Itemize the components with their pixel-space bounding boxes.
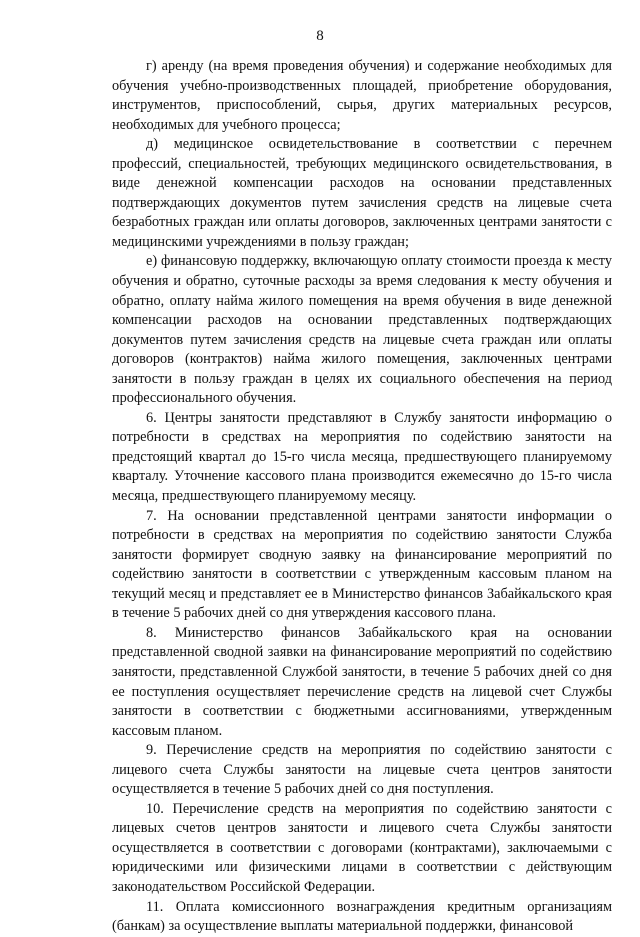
paragraph-6: 6. Центры занятости представляют в Службу занятости информацию о потребности в средствах на мероприятия по содействию занятости на предстоящий квартал до 15-го числа месяца, предшествующего планируемому кварталу. Уточнение кассового плана производится ежемесячно до 15-го числа месяца, предшествующего планируемому месяцу. bbox=[112, 409, 612, 505]
paragraph-item-e: е) финансовую поддержку, включающую оплату стоимости проезда к месту обучения и обратно, суточные расходы за время следования к месту обучения и обратно, оплату найма жилого помещения на время обучения в виде денежной компенсации расходов на основании представленных подтверждающих документов путем зачисления средств на лицевые счета граждан или оплаты договоров (контрактов) найма жилого помещения, заключенных центрами занятости в пользу граждан в целях их социального обеспечения на период профессионального обучения. bbox=[112, 253, 612, 407]
paragraph-8: 8. Министерство финансов Забайкальского края на основании представленной сводной заявки на финансирование мероприятий по содействию занятости, представленной Службой занятости, в течение 5 рабочих дней со дня ее поступления осуществляет перечисление средств на лицевой счет Службы занятости в соответствии с бюджетными ассигнованиями, утвержденным кассовым планом. bbox=[112, 624, 612, 739]
paragraph-item-g: г) аренду (на время проведения обучения) и содержание необходимых для обучения учебно-производственных площадей, приобретение оборудования, инструментов, приспособлений, сырья, других материальных ресурсов, необходимых для учебного процесса; bbox=[112, 58, 612, 133]
document-body bbox=[112, 57, 612, 937]
page-number: 8 bbox=[316, 28, 324, 44]
paragraph-10: 10. Перечисление средств на мероприятия по содействию занятости с лицевых счетов центров занятости и лицевого счета Службы занятости осуществляется в соответствии с договорами (контрактами), заключаемыми с юридическими или физическими лицами в соответствии с действующим законодательством Российской Федерации. bbox=[112, 800, 612, 895]
paragraph-7: 7. На основании представленной центрами занятости информации о потребности в средствах на мероприятия по содействию занятости Служба занятости формирует сводную заявку на финансирование мероприятий по содействию занятости в соответствии с утвержденным кассовым планом на текущий месяц и представляет ее в Министерство финансов Забайкальского края в течение 5 рабочих дней со дня утверждения кассового плана. bbox=[112, 507, 612, 622]
paragraph-item-d: д) медицинское освидетельствование в соответствии с перечнем профессий, специальностей, требующих медицинского освидетельствования, в виде денежной компенсации расходов на основании представленных подтверждающих документов путем зачисления средств на лицевые счета безработных граждан или оплаты договоров, заключенных центрами занятости с медицинскими учреждениями в пользу граждан; bbox=[112, 136, 612, 250]
paragraph-9: 9. Перечисление средств на мероприятия по содействию занятости с лицевого счета Службы занятости на лицевые счета центров занятости осуществляется в течение 5 рабочих дней со дня поступления. bbox=[112, 742, 612, 798]
paragraph-11: 11. Оплата комиссионного вознаграждения кредитным организациям (банкам) за осуществление выплаты материальной поддержки, финансовой bbox=[112, 898, 612, 935]
